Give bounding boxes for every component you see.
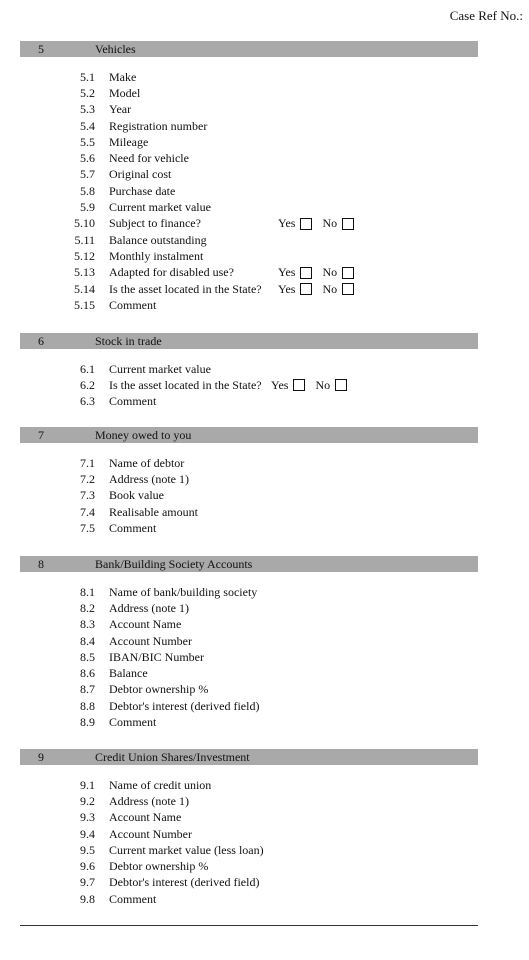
form-row: [20, 698, 478, 714]
form-row: [20, 875, 478, 891]
section-number: 8: [38, 556, 44, 571]
row-number: 6.3: [80, 394, 95, 409]
form-row: [20, 297, 478, 313]
row-number: 9.1: [80, 777, 95, 792]
form-row: [20, 777, 478, 793]
row-number: 9.4: [80, 826, 95, 841]
row-number: 6.2: [80, 377, 95, 392]
form-row: [20, 617, 478, 633]
row-label: Year: [109, 102, 132, 117]
row-label: Registration number: [109, 118, 208, 133]
row-label: Comment: [109, 891, 157, 906]
row-number: 8.4: [80, 633, 95, 648]
row-label: Current market value (less loan): [109, 842, 264, 857]
row-number: 5.10: [74, 216, 95, 231]
section-6: [20, 333, 478, 410]
row-label: Address (note 1): [109, 600, 189, 615]
row-number: 9.5: [80, 842, 95, 857]
no-label: No: [322, 265, 338, 280]
row-label: Balance outstanding: [109, 232, 207, 247]
form-row: [20, 102, 478, 118]
yes-checkbox[interactable]: [300, 218, 312, 230]
row-number: 9.8: [80, 891, 95, 906]
section-7: [20, 427, 478, 536]
form-row: [20, 682, 478, 698]
form-row: [20, 455, 478, 471]
form-row: [20, 85, 478, 101]
row-label: Purchase date: [109, 183, 176, 198]
row-label: Model: [109, 85, 141, 100]
row-number: 9.2: [80, 793, 95, 808]
row-label: Is the asset located in the State?: [109, 281, 262, 296]
form-row: [20, 216, 478, 232]
form-row: [20, 858, 478, 874]
form-row: [20, 394, 478, 410]
row-label: Current market value: [109, 200, 211, 215]
yes-checkbox[interactable]: [293, 379, 305, 391]
form-row: [20, 471, 478, 487]
row-number: 8.8: [80, 698, 95, 713]
form-row: [20, 134, 478, 150]
form-row: [20, 248, 478, 264]
row-label: Comment: [109, 394, 157, 409]
row-number: 7.1: [80, 455, 95, 470]
row-label: Debtor's interest (derived field): [109, 875, 260, 890]
row-number: 5.4: [80, 118, 95, 133]
row-number: 5.15: [74, 297, 95, 312]
yes-checkbox[interactable]: [300, 283, 312, 295]
section-header: [20, 427, 478, 443]
form-row: [20, 600, 478, 616]
yes-label: Yes: [271, 377, 289, 392]
row-label: Debtor's interest (derived field): [109, 698, 260, 713]
section-header: [20, 333, 478, 349]
form-row: [20, 183, 478, 199]
row-label: Balance: [109, 666, 148, 681]
section-header: [20, 41, 478, 57]
row-number: 7.5: [80, 520, 95, 535]
section-title: Vehicles: [95, 41, 136, 56]
section-header: [20, 556, 478, 572]
row-number: 8.6: [80, 666, 95, 681]
section-number: 5: [38, 41, 44, 56]
yes-checkbox[interactable]: [300, 267, 312, 279]
row-number: 5.14: [74, 281, 95, 296]
form-row: [20, 584, 478, 600]
row-number: 5.5: [80, 134, 95, 149]
section-title: Stock in trade: [95, 333, 162, 348]
form-row: [20, 265, 478, 281]
no-label: No: [322, 281, 338, 296]
row-number: 5.7: [80, 167, 95, 182]
row-number: 7.4: [80, 504, 95, 519]
row-label: Make: [109, 69, 137, 84]
row-label: Comment: [109, 715, 157, 730]
row-label: Subject to finance?: [109, 216, 201, 231]
yes-label: Yes: [278, 265, 296, 280]
row-number: 5.11: [74, 232, 95, 247]
form-row: [20, 167, 478, 183]
row-label: Address (note 1): [109, 471, 189, 486]
row-label: Mileage: [109, 134, 149, 149]
form-row: [20, 714, 478, 730]
form-row: [20, 199, 478, 215]
no-checkbox[interactable]: [342, 218, 354, 230]
row-label: Account Number: [109, 826, 192, 841]
row-number: 7.2: [80, 471, 95, 486]
section-header: [20, 749, 478, 765]
yes-no-group: [278, 282, 364, 297]
form-row: [20, 488, 478, 504]
form-row: [20, 633, 478, 649]
row-label: Account Name: [109, 810, 182, 825]
section-title: Credit Union Shares/Investment: [95, 749, 250, 764]
row-label: IBAN/BIC Number: [109, 649, 204, 664]
row-number: 8.7: [80, 682, 95, 697]
no-checkbox[interactable]: [342, 267, 354, 279]
section-title: Bank/Building Society Accounts: [95, 556, 253, 571]
yes-no-group: [278, 265, 364, 280]
form-row: [20, 281, 478, 297]
row-number: 5.2: [80, 85, 95, 100]
yes-label: Yes: [278, 281, 296, 296]
row-number: 5.12: [74, 248, 95, 263]
form-row: [20, 842, 478, 858]
row-number: 9.6: [80, 859, 95, 874]
form-row: [20, 810, 478, 826]
row-label: Comment: [109, 297, 157, 312]
yes-no-group: [278, 216, 364, 231]
form-row: [20, 69, 478, 85]
row-number: 5.3: [80, 102, 95, 117]
row-label: Realisable amount: [109, 504, 198, 519]
row-label: Name of credit union: [109, 777, 212, 792]
row-label: Account Name: [109, 617, 182, 632]
row-number: 8.2: [80, 600, 95, 615]
form-row: [20, 377, 478, 393]
row-number: 5.1: [80, 69, 95, 84]
form-row: [20, 826, 478, 842]
no-checkbox[interactable]: [342, 283, 354, 295]
form-row: [20, 665, 478, 681]
row-number: 6.1: [80, 361, 95, 376]
section-number: 9: [38, 749, 44, 764]
section-title: Money owed to you: [95, 427, 192, 442]
row-label: Monthly instalment: [109, 248, 204, 263]
row-number: 5.6: [80, 151, 95, 166]
section-number: 7: [38, 427, 44, 442]
no-label: No: [322, 216, 338, 231]
row-number: 5.9: [80, 200, 95, 215]
footer-divider: [20, 925, 478, 926]
row-label: Debtor ownership %: [109, 859, 209, 874]
row-number: 5.13: [74, 265, 95, 280]
form-row: [20, 891, 478, 907]
row-number: 8.5: [80, 649, 95, 664]
row-number: 7.3: [80, 488, 95, 503]
no-checkbox[interactable]: [335, 379, 347, 391]
row-number: 8.3: [80, 617, 95, 632]
no-label: No: [315, 377, 331, 392]
form-row: [20, 150, 478, 166]
form-row: [20, 232, 478, 248]
row-number: 8.1: [80, 584, 95, 599]
row-label: Address (note 1): [109, 793, 189, 808]
row-label: Original cost: [109, 167, 172, 182]
row-label: Comment: [109, 520, 157, 535]
section-number: 6: [38, 333, 44, 348]
form-row: [20, 118, 478, 134]
form-row: [20, 793, 478, 809]
section-9: [20, 749, 478, 907]
row-label: Name of debtor: [109, 455, 185, 470]
form-row: [20, 361, 478, 377]
yes-label: Yes: [278, 216, 296, 231]
row-label: Book value: [109, 488, 164, 503]
section-8: [20, 556, 478, 731]
yes-no-group: [271, 378, 357, 393]
row-number: 8.9: [80, 715, 95, 730]
row-label: Adapted for disabled use?: [109, 265, 234, 280]
row-label: Current market value: [109, 361, 211, 376]
form-row: [20, 649, 478, 665]
case-ref-label: Case Ref No.:: [449, 8, 523, 23]
row-number: 5.8: [80, 183, 95, 198]
row-number: 9.3: [80, 810, 95, 825]
section-5: [20, 41, 478, 313]
row-label: Need for vehicle: [109, 151, 189, 166]
form-row: [20, 520, 478, 536]
row-number: 9.7: [80, 875, 95, 890]
row-label: Name of bank/building society: [109, 584, 258, 599]
row-label: Account Number: [109, 633, 192, 648]
form-row: [20, 504, 478, 520]
row-label: Is the asset located in the State?: [109, 377, 262, 392]
row-label: Debtor ownership %: [109, 682, 209, 697]
